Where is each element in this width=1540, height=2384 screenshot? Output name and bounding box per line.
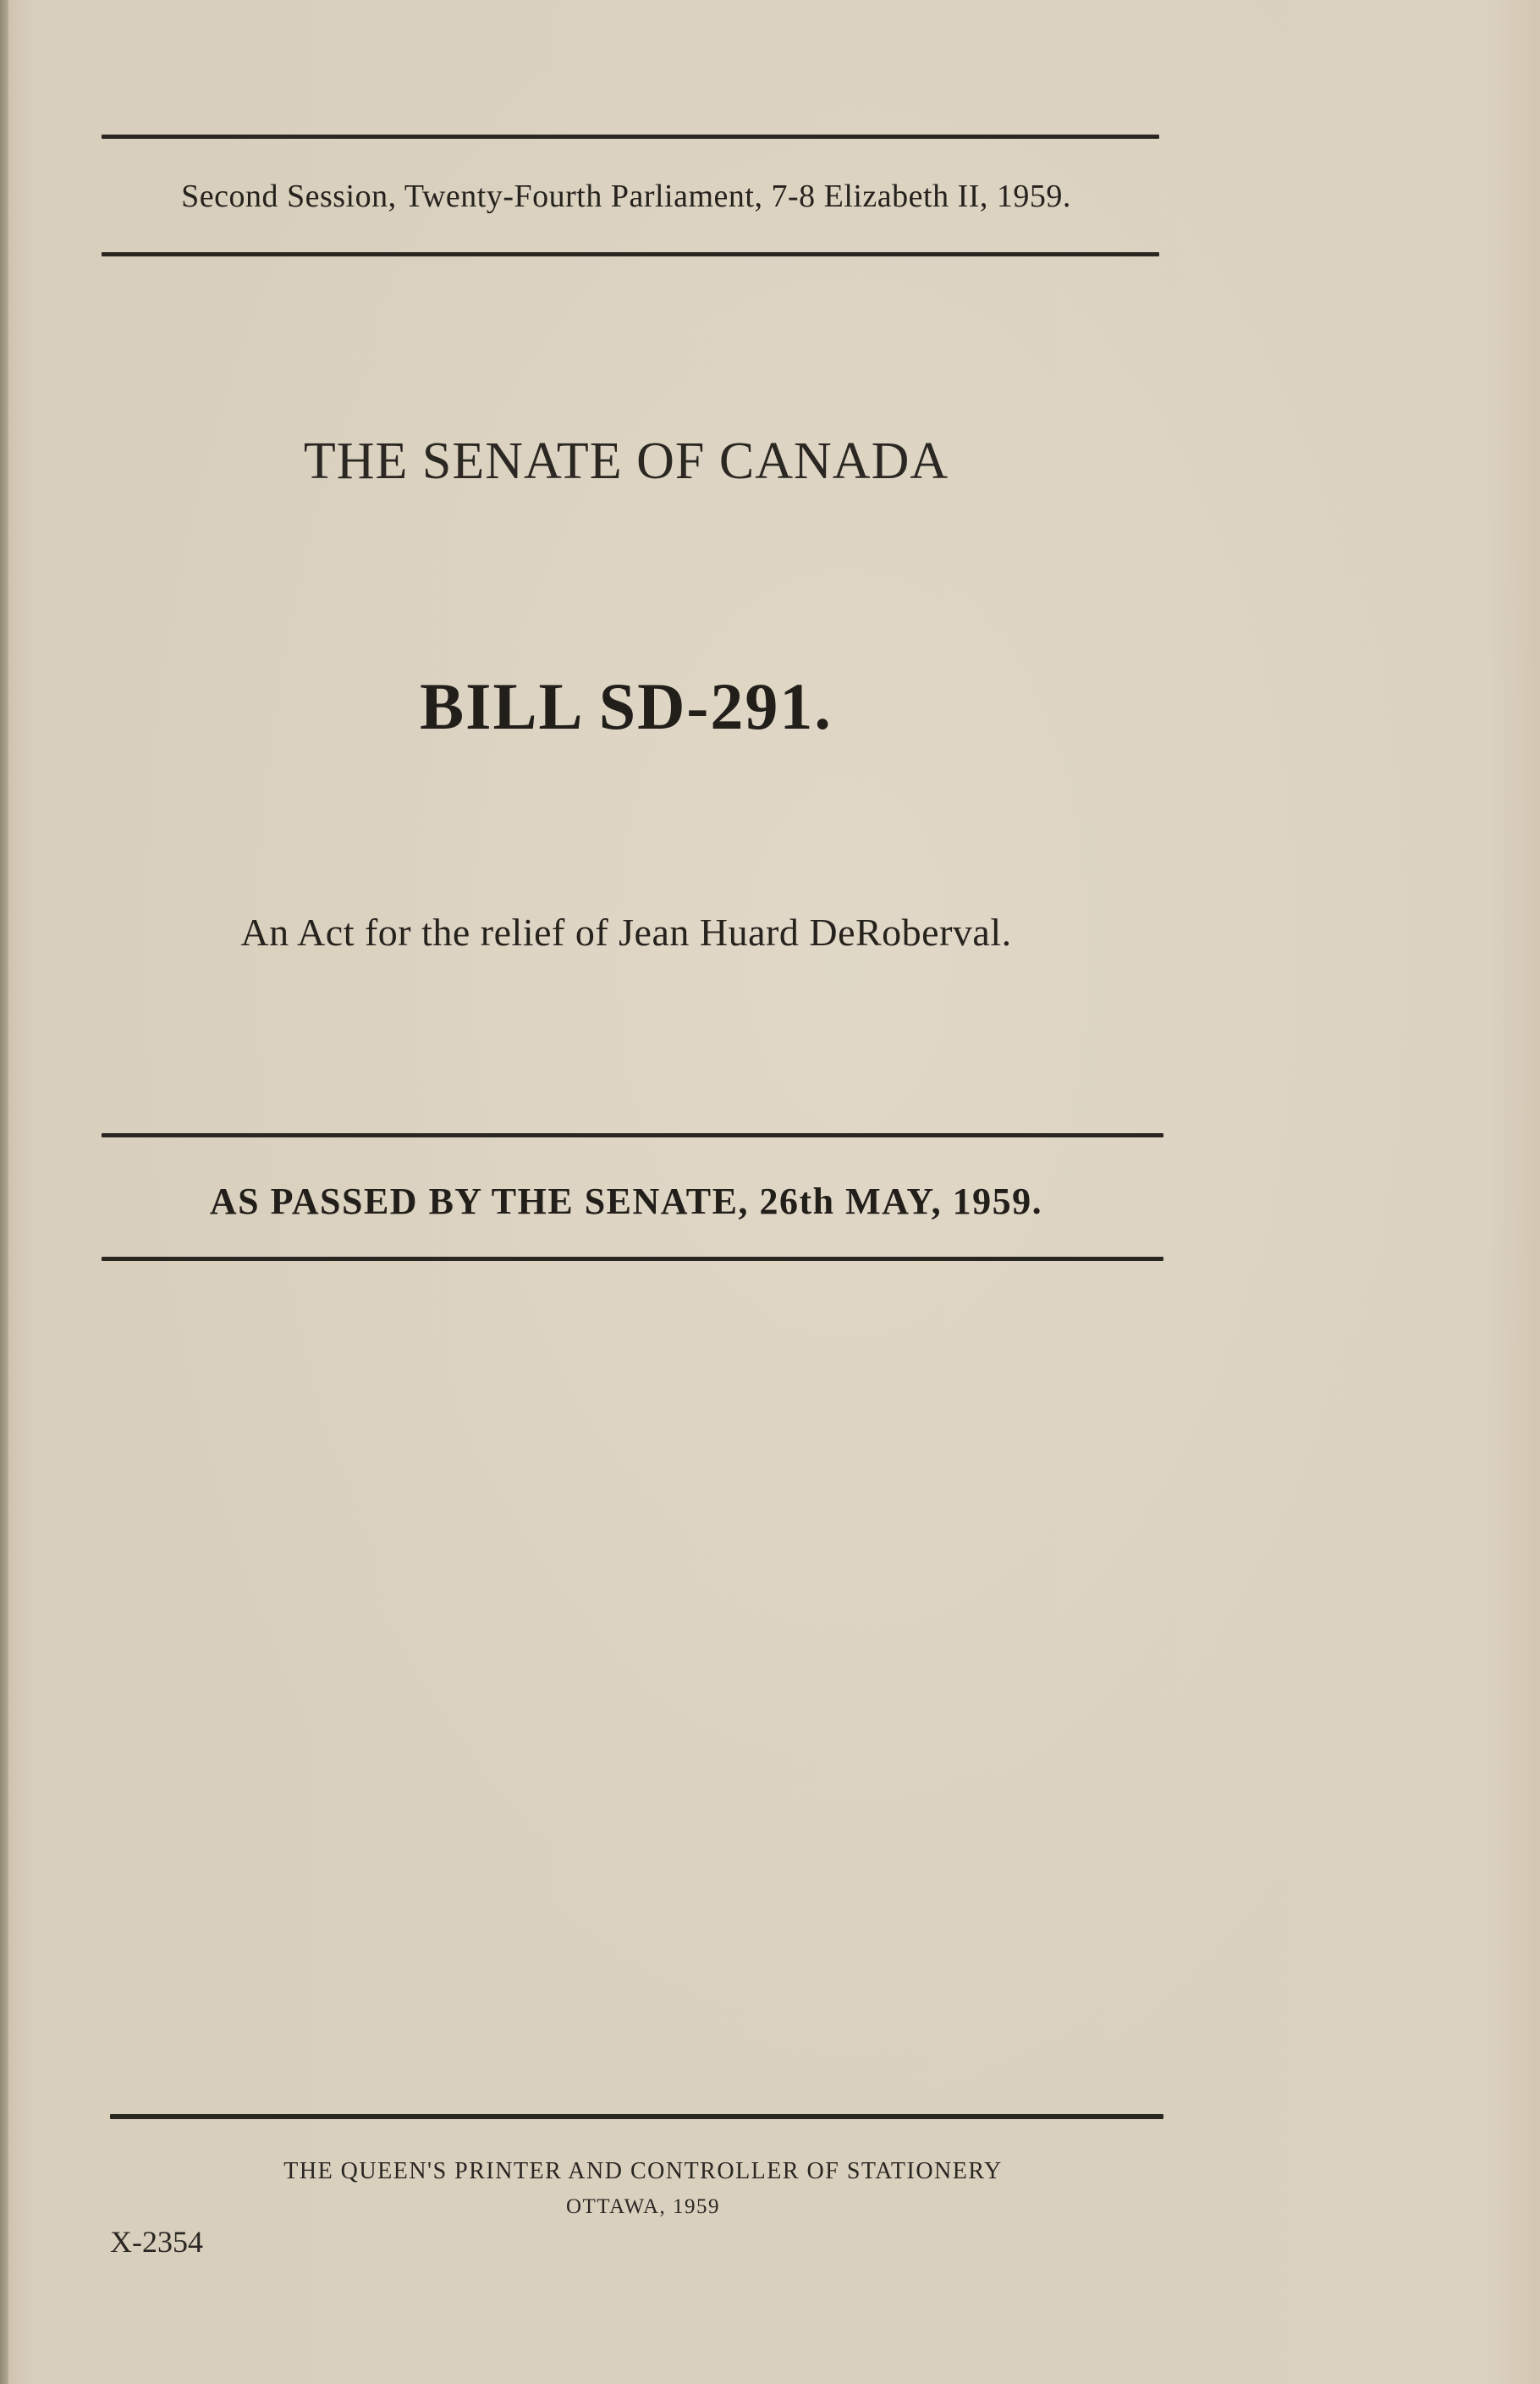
bill-description: An Act for the relief of Jean Huard DeRoberval. [240,911,1012,954]
printer-line: THE QUEEN'S PRINTER AND CONTROLLER OF STATIONERY [283,2158,1003,2184]
status-rule-bottom [102,1257,1163,1261]
binding-edge [0,0,8,2384]
session-line: Second Session, Twenty-Fourth Parliament, 7-8 Elizabeth II, 1959. [181,179,1071,214]
top-rule-2 [102,252,1159,256]
document-code: X-2354 [110,2225,203,2259]
bill-number: BILL SD-291. [420,669,833,743]
chamber-title: THE SENATE OF CANADA [303,432,949,490]
footer-rule [110,2114,1163,2119]
passage-status: AS PASSED BY THE SENATE, 26th MAY, 1959. [209,1181,1043,1222]
status-rule-top [102,1133,1163,1137]
city-year-line: OTTAWA, 1959 [565,2195,721,2218]
top-rule-1 [102,135,1159,139]
